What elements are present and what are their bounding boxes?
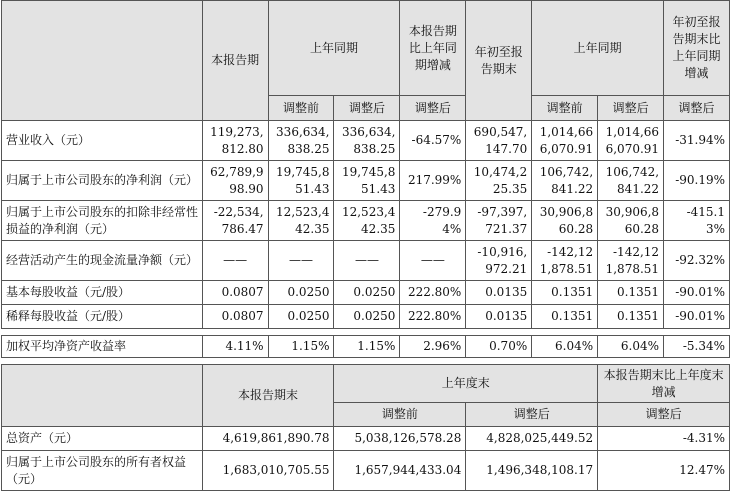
table-cell: 0.1351 xyxy=(532,281,598,305)
header-ytd-change-after-adj: 调整后 xyxy=(664,96,730,121)
table-cell: 222.80% xyxy=(400,305,466,329)
header-ytd-before-adj: 调整前 xyxy=(532,96,598,121)
table-cell: 0.1351 xyxy=(532,305,598,329)
table-cell: -142,121,878.51 xyxy=(598,241,664,281)
table-cell: 0.0250 xyxy=(268,281,334,305)
table-row xyxy=(2,201,730,241)
table-row xyxy=(2,427,730,451)
table-cell: 0.0250 xyxy=(334,305,400,329)
header-current-period: 本报告期 xyxy=(202,1,268,121)
table-cell: 12.47% xyxy=(598,451,730,491)
table-row xyxy=(2,336,730,358)
row-label: 稀释每股收益（元/股） xyxy=(2,305,203,329)
header-period-end-change: 本报告期末比上年度末增减 xyxy=(598,365,730,403)
table-cell: 19,745,851.43 xyxy=(268,161,334,201)
table-cell: 106,742,841.22 xyxy=(598,161,664,201)
row-separator xyxy=(2,358,730,365)
row-label: 总资产（元） xyxy=(2,427,203,451)
table-cell: 12,523,442.35 xyxy=(334,201,400,241)
row-label: 基本每股收益（元/股） xyxy=(2,281,203,305)
header-prior-period: 上年同期 xyxy=(268,1,400,96)
table-row xyxy=(2,241,730,281)
table-cell: 4,828,025,449.52 xyxy=(466,427,598,451)
bottom-header-change-after-adj: 调整后 xyxy=(598,403,730,427)
table-cell: 1,683,010,705.55 xyxy=(202,451,334,491)
table-cell: 5,038,126,578.28 xyxy=(334,427,466,451)
table-cell: -92.32% xyxy=(664,241,730,281)
table-cell: 1,014,666,070.91 xyxy=(598,121,664,161)
table-cell: 0.70% xyxy=(466,336,532,358)
table-cell: 222.80% xyxy=(400,281,466,305)
table-cell: 0.1351 xyxy=(598,305,664,329)
table-cell: 0.0807 xyxy=(202,305,268,329)
table-cell: -22,534,786.47 xyxy=(202,201,268,241)
table-cell: 0.0250 xyxy=(268,305,334,329)
table-row xyxy=(2,451,730,491)
separator-cell xyxy=(2,329,730,336)
table-cell: -90.01% xyxy=(664,305,730,329)
table-cell: 0.0135 xyxy=(466,281,532,305)
row-label: 经营活动产生的现金流量净额（元） xyxy=(2,241,203,281)
table-cell: 10,474,225.35 xyxy=(466,161,532,201)
row-separator xyxy=(2,329,730,336)
header-period-end: 本报告期末 xyxy=(202,365,334,427)
table-cell: 1,496,348,108.17 xyxy=(466,451,598,491)
table-cell: 30,906,860.28 xyxy=(532,201,598,241)
table-cell: 6.04% xyxy=(598,336,664,358)
table-cell: 1.15% xyxy=(268,336,334,358)
table-row xyxy=(2,161,730,201)
row-label: 归属于上市公司股东的所有者权益（元） xyxy=(2,451,203,491)
table-cell: -279.94% xyxy=(400,201,466,241)
table-cell: 6.04% xyxy=(532,336,598,358)
table-row xyxy=(2,281,730,305)
table-cell: 4,619,861,890.78 xyxy=(202,427,334,451)
table-cell: 106,742,841.22 xyxy=(532,161,598,201)
bottom-header-after-adj: 调整后 xyxy=(466,403,598,427)
table-cell: 2.96% xyxy=(400,336,466,358)
table-cell: -142,121,878.51 xyxy=(532,241,598,281)
table-cell: —— xyxy=(268,241,334,281)
table-cell: 336,634,838.25 xyxy=(268,121,334,161)
table-cell: 1,014,666,070.91 xyxy=(532,121,598,161)
row-label: 归属于上市公司股东的扣除非经常性损益的净利润（元） xyxy=(2,201,203,241)
separator-cell xyxy=(2,358,730,365)
table-cell: —— xyxy=(202,241,268,281)
table-cell: -64.57% xyxy=(400,121,466,161)
bottom-header-row-1 xyxy=(2,365,730,403)
table-cell: 119,273,812.80 xyxy=(202,121,268,161)
header-yoy-change: 本报告期比上年同期增减 xyxy=(400,1,466,96)
table-cell: -415.13% xyxy=(664,201,730,241)
header-blank xyxy=(2,1,203,121)
table-cell: —— xyxy=(334,241,400,281)
table-row xyxy=(2,121,730,161)
table-cell: 690,547,147.70 xyxy=(466,121,532,161)
table-cell: 0.0135 xyxy=(466,305,532,329)
table-cell: 12,523,442.35 xyxy=(268,201,334,241)
table-cell: 0.1351 xyxy=(598,281,664,305)
header-prior-year-end: 上年度末 xyxy=(334,365,598,403)
top-header-row-1 xyxy=(2,1,730,96)
table-cell: -10,916,972.21 xyxy=(466,241,532,281)
header-before-adj: 调整前 xyxy=(268,96,334,121)
table-cell: 336,634,838.25 xyxy=(334,121,400,161)
header-after-adj: 调整后 xyxy=(334,96,400,121)
table-cell: -5.34% xyxy=(664,336,730,358)
table-cell: 1.15% xyxy=(334,336,400,358)
table-cell: 62,789,998.90 xyxy=(202,161,268,201)
table-cell: -90.19% xyxy=(664,161,730,201)
table-cell: 4.11% xyxy=(202,336,268,358)
header-ytd-change: 年初至报告期末比上年同期增减 xyxy=(664,1,730,96)
header-yoy-after-adj: 调整后 xyxy=(400,96,466,121)
header-ytd-current: 年初至报告期末 xyxy=(466,1,532,121)
table-cell: 1,657,944,433.04 xyxy=(334,451,466,491)
table-cell: 30,906,860.28 xyxy=(598,201,664,241)
bottom-header-before-adj: 调整前 xyxy=(334,403,466,427)
table-cell: -90.01% xyxy=(664,281,730,305)
table-row xyxy=(2,305,730,329)
table-cell: -97,397,721.37 xyxy=(466,201,532,241)
header-ytd-prior: 上年同期 xyxy=(532,1,664,96)
table-cell: -31.94% xyxy=(664,121,730,161)
table-cell: 0.0807 xyxy=(202,281,268,305)
table-cell: 217.99% xyxy=(400,161,466,201)
row-label: 营业收入（元） xyxy=(2,121,203,161)
row-label: 归属于上市公司股东的净利润（元） xyxy=(2,161,203,201)
table-cell: 19,745,851.43 xyxy=(334,161,400,201)
table-cell: 0.0250 xyxy=(334,281,400,305)
bottom-header-blank xyxy=(2,365,203,427)
table-cell: —— xyxy=(400,241,466,281)
row-label: 加权平均净资产收益率 xyxy=(2,336,203,358)
table-cell: -4.31% xyxy=(598,427,730,451)
header-ytd-after-adj: 调整后 xyxy=(598,96,664,121)
financial-summary-table xyxy=(1,0,730,491)
